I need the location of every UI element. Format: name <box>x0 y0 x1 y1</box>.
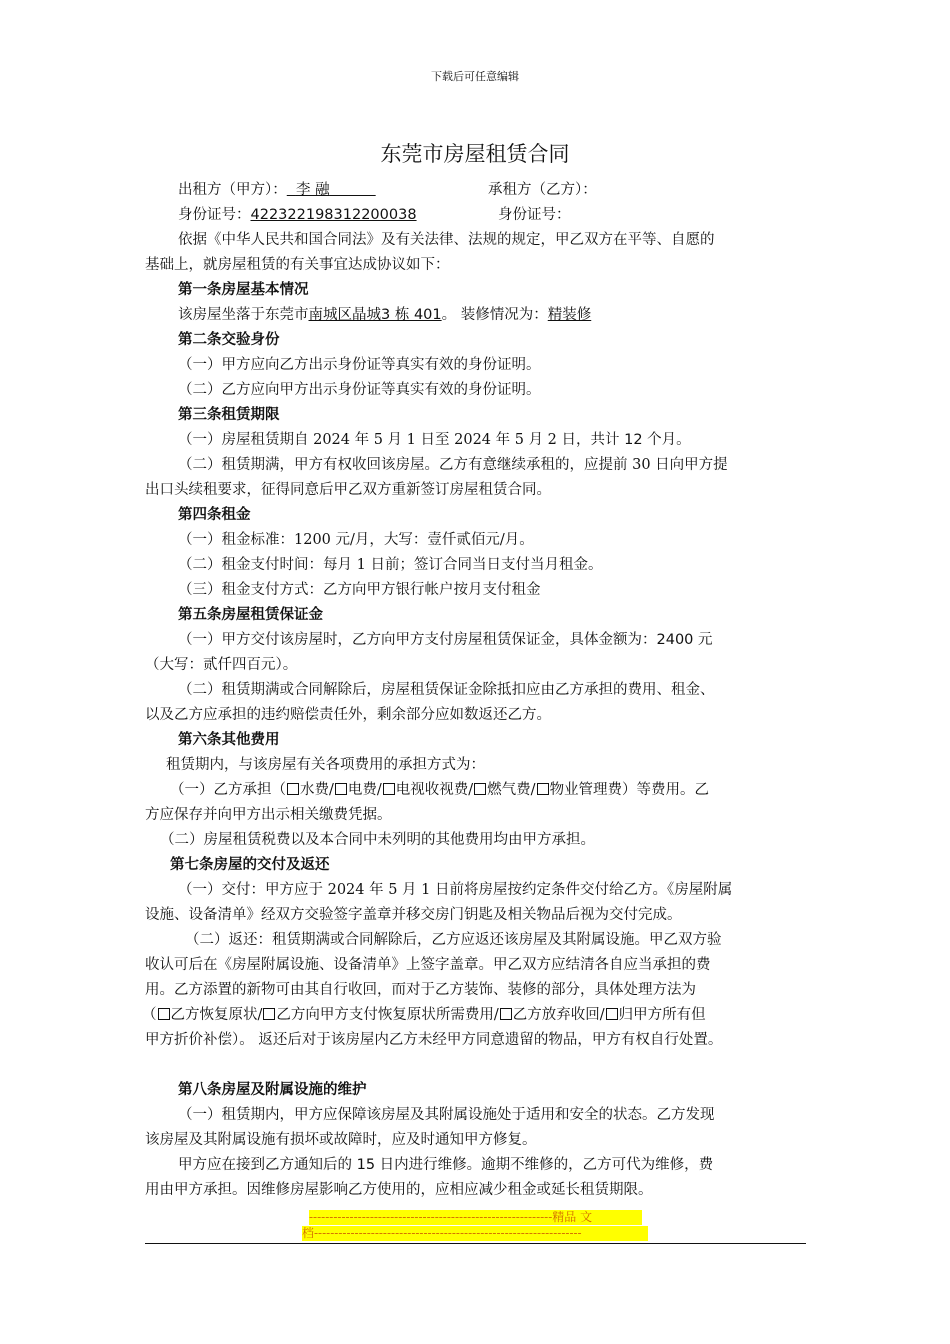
deposit-line-1b: （大写：贰仟四百元）。 <box>145 657 298 673</box>
article-3-heading: 第三条租赁期限 <box>178 407 280 423</box>
deposit-line-2b: 以及乙方应承担的违约赔偿责任外，剩余部分应如数返还乙方。 <box>145 707 551 723</box>
article-2-heading: 第二条交验身份 <box>178 332 280 348</box>
maintenance-line-1b: 该房屋及其附属设施有损坏或故障时，应及时通知甲方修复。 <box>145 1132 537 1148</box>
delivery-line-b: 设施、设备清单》经双方交验签字盖章并移交房门钥匙及相关物品后视为交付完成。 <box>145 907 682 923</box>
lease-term: （一）房屋租赁期自 2024 年 5 月 1 日至 2024 年 5 月 2 日，共计 12 个月。 <box>178 432 691 448</box>
article-3-line-2b: 出口头续租要求，征得同意后甲乙双方重新签订房屋租赁合同。 <box>145 482 551 498</box>
footer-watermark-line-1: ------------------------------------------------------------精品 文 <box>309 1210 642 1225</box>
rent-payment-method: （三）租金支付方式：乙方向甲方银行帐户按月支付租金 <box>178 582 541 598</box>
fees-line: （一）乙方承担（ 水费/ 电费/ 电视收视费/ 燃气费/ 物业管理费）等费用。乙 <box>170 782 710 798</box>
return-line-c: 用。乙方添置的新物可由其自行收回，而对于乙方装饰、装修的部分，具体处理方法为 <box>145 982 696 998</box>
rent-payment-time: （二）租金支付时间：每月 1 日前；签订合同当日支付当月租金。 <box>178 557 603 573</box>
electricity-fee-checkbox[interactable] <box>335 783 347 795</box>
deposit-line-2a: （二）租赁期满或合同解除后，房屋租赁保证金除抵扣应由乙方承担的费用、租金、 <box>178 682 715 698</box>
lessor-line <box>178 180 376 200</box>
lessor-name: 李 融 <box>295 182 330 198</box>
water-fee-checkbox[interactable] <box>287 783 299 795</box>
intro-line-1: 依据《中华人民共和国合同法》及有关法律、法规的规定，甲乙双方在平等、自愿的 <box>178 232 715 248</box>
document-title: 东莞市房屋租赁合同 <box>380 142 570 166</box>
lessor-id-number: 422322198312200038 <box>250 207 417 223</box>
lessor-id-line: 身份证号：422322198312200038 <box>178 207 417 223</box>
article-8-heading: 第八条房屋及附属设施的维护 <box>178 1082 367 1098</box>
article-6-intro: 租赁期内，与该房屋有关各项费用的承担方式为： <box>166 757 485 773</box>
return-line-a: （二）返还：租赁期满或合同解除后，乙方应返还该房屋及其附属设施。甲乙双方验 <box>185 932 722 948</box>
taxes-line: （二）房屋租赁税费以及本合同中未列明的其他费用均由甲方承担。 <box>160 832 595 848</box>
article-6-heading: 第六条其他费用 <box>178 732 280 748</box>
gas-fee-checkbox[interactable] <box>474 783 486 795</box>
fees-line-b: 方应保存并向甲方出示相关缴费凭据。 <box>145 807 392 823</box>
abandon-checkbox[interactable] <box>500 1008 512 1020</box>
maintenance-line-2b: 用由甲方承担。因维修房屋影响乙方使用的，应相应减少租金或延长租赁期限。 <box>145 1182 653 1198</box>
page-header: 下载后可任意编辑 <box>431 70 519 83</box>
belong-lessor-checkbox[interactable] <box>606 1008 618 1020</box>
article-2-line-2: （二）乙方应向甲方出示身份证等真实有效的身份证明。 <box>178 382 541 398</box>
article-4-heading: 第四条租金 <box>178 507 251 523</box>
lessor-label: 出租方（甲方）： <box>178 182 287 198</box>
article-1-heading: 第一条房屋基本情况 <box>178 282 309 298</box>
article-7-heading: 第七条房屋的交付及返还 <box>170 857 330 873</box>
article-2-line-1: （一）甲方应向乙方出示身份证等真实有效的身份证明。 <box>178 357 541 373</box>
deposit-line-1: （一）甲方交付该房屋时，乙方向甲方支付房屋租赁保证金，具体金额为：2400 元 <box>178 632 713 648</box>
article-3-line-2a: （二）租赁期满，甲方有权收回该房屋。乙方有意继续承租的，应提前 30 日向甲方提 <box>178 457 728 473</box>
rent-amount: （一）租金标准：1200 元/月，大写：壹仟贰佰元/月。 <box>178 532 534 548</box>
property-fee-checkbox[interactable] <box>537 783 549 795</box>
restore-checkbox[interactable] <box>158 1008 170 1020</box>
property-location: 该房屋坐落于东莞市南城区晶城3 栋 401。 装修情况为：精装修 <box>178 307 592 323</box>
lessee-id-label: 身份证号： <box>498 207 571 223</box>
pay-restore-checkbox[interactable] <box>263 1008 275 1020</box>
maintenance-line-1a: （一）租赁期内，甲方应保障该房屋及其附属设施处于适用和安全的状态。乙方发现 <box>178 1107 715 1123</box>
decoration-status: 精装修 <box>547 307 592 323</box>
return-line-b: 收认可后在《房屋附属设施、设备清单》上签字盖章。甲乙双方应结清各自应当承担的费 <box>145 957 711 973</box>
tv-fee-checkbox[interactable] <box>383 783 395 795</box>
return-line-e: 甲方折价补偿）。 返还后对于该房屋内乙方未经甲方同意遗留的物品，甲方有权自行处置。 <box>145 1032 723 1048</box>
footer-rule <box>145 1243 806 1244</box>
return-options: （ 乙方恢复原状/ 乙方向甲方支付恢复原状所需费用/ 乙方放弃收回/ 归甲方所有但 <box>142 1007 706 1023</box>
delivery-line-a: （一）交付：甲方应于 2024 年 5 月 1 日前将房屋按约定条件交付给乙方。《房屋附属 <box>178 882 733 898</box>
article-5-heading: 第五条房屋租赁保证金 <box>178 607 323 623</box>
footer-watermark-line-2: 档------------------------------------------------------------------ <box>302 1226 648 1241</box>
lessee-label: 承租方（乙方）： <box>488 182 597 198</box>
maintenance-line-2a: 甲方应在接到乙方通知后的 15 日内进行维修。逾期不维修的，乙方可代为维修，费 <box>178 1157 714 1173</box>
intro-line-2: 基础上，就房屋租赁的有关事宜达成协议如下： <box>145 257 450 273</box>
property-address: 南城区晶城3 栋 401 <box>308 307 442 323</box>
